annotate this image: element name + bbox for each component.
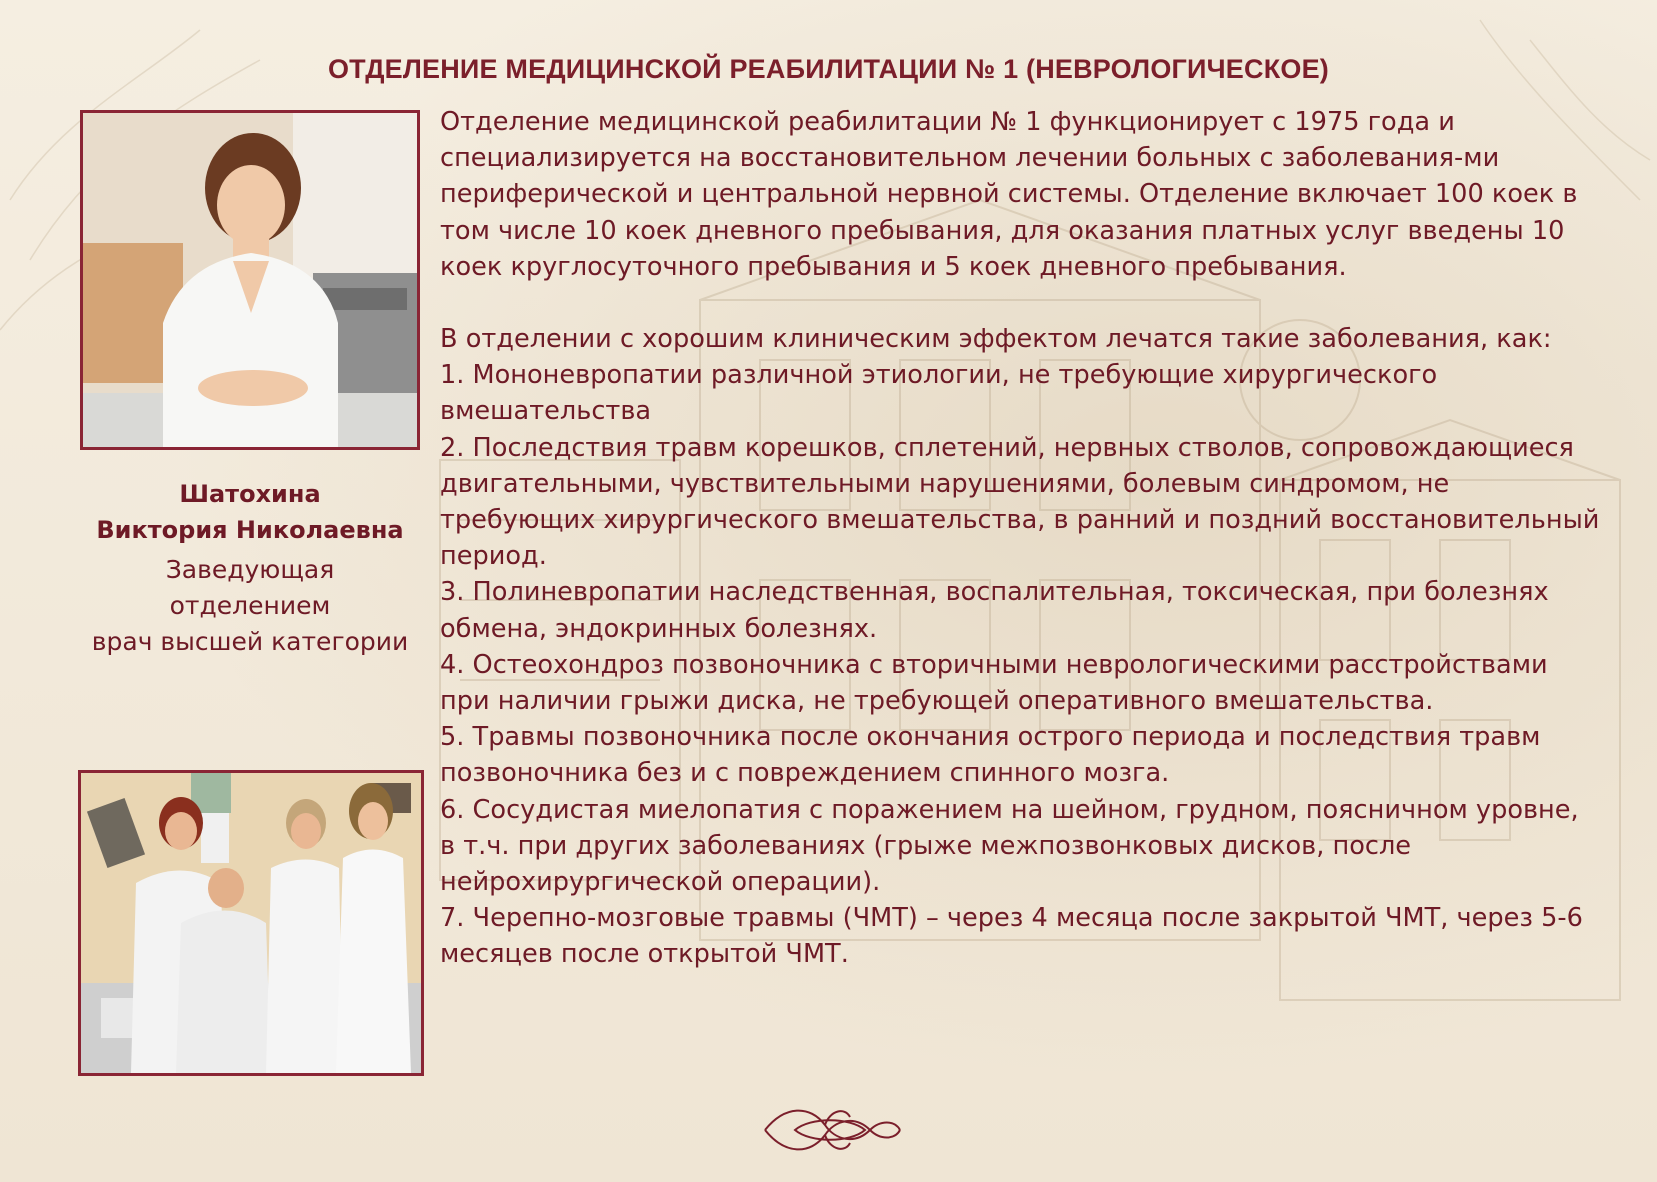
list-item: 2. Последствия травм корешков, сплетений, нервных стволов, сопровождающиеся двигательными, чувствительными нарушениями, болевым синдромом, не требующих хирургического вмешательства, в ранний и поздний восстановительный период. (440, 432, 1600, 572)
head-position-line1: Заведующая (165, 555, 335, 584)
list-item: 1. Мононевропатии различной этиологии, не требующие хирургического вмешательства (440, 360, 1438, 427)
list-item: 3. Полиневропатии наследственная, воспалительная, токсическая, при болезнях обмена, эндокринных болезнях. (440, 577, 1549, 644)
list-item: 7. Черепно-мозговые травмы (ЧМТ) – через 4 месяца после закрытой ЧМТ, через 5-6 месяцев после открытой ЧМТ. (440, 903, 1583, 970)
head-name-line2: Виктория Николаевна (96, 516, 404, 544)
flourish-ornament-icon (755, 1095, 905, 1165)
head-caption (70, 476, 430, 660)
head-position-line3: врач высшей категории (91, 627, 409, 656)
list-item: 5. Травмы позвоночника после окончания острого периода и последствия травм позвоночника без и с повреждением спинного мозга. (440, 722, 1541, 789)
list-item: 6. Сосудистая миелопатия с поражением на шейном, грудном, поясничном уровне, в т.ч. при других заболеваниях (грыже межпозвонковых дисков, после нейрохирургической операции). (440, 794, 1579, 898)
list-intro: В отделении с хорошим клиническим эффектом лечатся такие заболевания, как: (440, 324, 1552, 355)
head-name-line1: Шатохина (179, 480, 321, 508)
intro-paragraph: Отделение медицинской реабилитации № 1 функционирует с 1975 года и специализируется на восстановительном лечении больных с заболевания-ми периферической и центральной нервной системы. Отделение включает 100 коек в том числе 10 коек дневного пребывания, для оказания платных услуг введены 10 коек круглосуточного пребывания и 5 коек дневного пребывания. (440, 107, 1578, 282)
list-item: 4. Остеохондроз позвоночника с вторичными неврологическими расстройствами при наличии грыжи диска, не требующей оперативного вмешательства. (440, 649, 1548, 717)
head-position-line2: отделением (169, 591, 331, 620)
paragraph-spacer (440, 285, 1600, 321)
staff-group-photo (78, 770, 424, 1076)
head-position (70, 552, 430, 660)
head-of-department-photo (80, 110, 420, 450)
page-title: ОТДЕЛЕНИЕ МЕДИЦИНСКОЙ РЕАБИЛИТАЦИИ № 1 (НЕВРОЛОГИЧЕСКОЕ) (327, 54, 1329, 84)
department-description (440, 104, 1600, 973)
